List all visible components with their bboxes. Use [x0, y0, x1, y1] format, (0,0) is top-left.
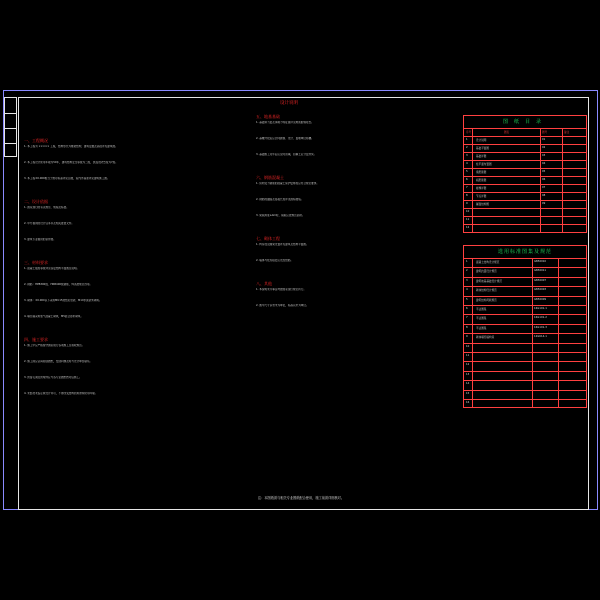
table-cell: 12 [466, 226, 470, 229]
mid-paragraph: 1. 构造柱及圈梁设置详见建筑及结构平面图。 [256, 243, 309, 246]
table-cell: 6 [466, 307, 468, 310]
left-paragraph: 3. 建筑专业提供的条件图。 [24, 238, 56, 241]
table-cell: 平法图集 [476, 326, 487, 330]
table-cell: 柱平面布置图 [476, 163, 492, 166]
table-cell: 混凝土结构设计规范 [476, 261, 500, 264]
table-cell: 基础详图 [476, 155, 487, 158]
mid-paragraph: 2. 图中尺寸以毫米为单位，标高以米为单位。 [256, 304, 309, 307]
binding-strip [4, 97, 17, 157]
table-cell: 07 [542, 186, 546, 189]
left-paragraph: 1. 施工中应严格遵守国家现行各项施工及验收规范。 [24, 344, 85, 347]
mid-heading: 八、其他 [256, 281, 272, 286]
table-cell: 2 [466, 269, 468, 273]
table-cell: 设计说明 [476, 139, 487, 142]
left-heading: 三、材料要求 [24, 260, 48, 265]
table-cell: GB50007 [534, 278, 547, 282]
mid-paragraph: 1. 基础持力层及承载力特征值详见地质勘察报告。 [256, 121, 314, 124]
table-cell: 8 [466, 194, 468, 197]
table-cell: 板配筋图 [476, 179, 487, 182]
page-title: 设计说明 [280, 101, 298, 106]
table-cell: 13 [466, 372, 470, 376]
column-header: 序号 [466, 131, 472, 134]
left-paragraph: 1. 本工程为 ××××× 工程，结构形式为框架结构，建筑层数及高度详见建筑图。 [24, 145, 118, 148]
table-column-line [562, 128, 563, 232]
table-cell: 7 [466, 186, 468, 189]
table-column-line [532, 258, 533, 407]
table-cell: 12 [466, 363, 470, 367]
table-cell: 2 [466, 146, 468, 149]
table-cell: 基础平面图 [476, 147, 489, 150]
left-paragraph: 3. 砌体：±0.000以下采用MU15烧结页岩砖，M10水泥砂浆砌筑。 [24, 299, 102, 302]
table-cell: 建筑地基基础设计规范 [476, 279, 502, 283]
left-heading: 二、设计依据 [24, 199, 48, 204]
mid-paragraph: 2. 钢筋的锚固及搭接长度详见国标图集。 [256, 198, 304, 201]
left-paragraph: 3. 本工程±0.000相当于绝对标高详见总图，室内外高差详见建筑施工图。 [24, 177, 110, 180]
table-cell: 16 [466, 401, 470, 404]
table-cell: GB50009 [534, 297, 547, 301]
table-cell: 15 [466, 391, 470, 395]
column-header: 备注 [564, 131, 570, 134]
table-cell: 建筑结构荷载规范 [476, 298, 497, 302]
table-column-line [540, 128, 541, 232]
table-cell: 砌体结构设计规范 [476, 289, 497, 293]
table-cell: 9 [466, 202, 468, 205]
column-header: 图名 [504, 131, 510, 134]
table-cell: 3 [466, 154, 468, 157]
table-column-line [472, 258, 473, 407]
table-cell: GB50011 [534, 269, 547, 273]
table-cell: 6 [466, 178, 468, 181]
table-cell: 8 [466, 325, 468, 329]
table-cell: 16G101-1 [534, 307, 547, 310]
left-paragraph: 4. 未经技术鉴定或设计许可，不得改变结构的用途和使用环境。 [24, 392, 98, 395]
table-cell: 4 [466, 288, 468, 292]
table-cell: 11 [466, 218, 470, 221]
table-cell: 5 [466, 170, 468, 173]
left-paragraph: 2. 施工前应认真阅读图纸，发现问题及时与设计单位联系。 [24, 360, 93, 363]
table-column-line [472, 128, 473, 232]
table-column-line [558, 258, 559, 407]
mid-paragraph: 2. 基槽开挖后应会同勘察、设计、监理单位验槽。 [256, 137, 314, 140]
column-header: 图号 [542, 131, 548, 134]
left-paragraph: 1. 国家现行的有关规范、规程及标准。 [24, 206, 69, 209]
mid-paragraph: 3. 梁板跨度≥4m时，模板应按规范起拱。 [256, 214, 305, 217]
table-cell: 梁配筋图 [476, 171, 487, 174]
table-cell: GB50003 [534, 288, 547, 292]
table-cell: 16G101-3 [534, 325, 547, 329]
table-cell: 10 [466, 210, 470, 213]
table-cell: 屋面结构图 [476, 203, 489, 206]
table-cell: 1 [466, 260, 468, 263]
left-heading: 一、工程概况 [24, 138, 48, 143]
left-paragraph: 1. 混凝土强度等级详见各层结构平面图及说明。 [24, 267, 80, 270]
table-cell: 1 [466, 138, 468, 141]
table-cell: 06 [542, 178, 546, 181]
left-paragraph: 2. 本工程设计使用年限为50年，建筑结构安全等级为二级，抗震设防烈度为7度。 [24, 161, 118, 164]
mid-heading: 六、钢筋混凝土 [256, 175, 284, 180]
standards-title: 选用标准图集及规范 [497, 249, 552, 255]
table-cell: 节点详图 [476, 195, 487, 198]
mid-paragraph: 1. 纵向受力钢筋的混凝土保护层厚度应符合规范要求。 [256, 182, 319, 185]
table-cell: 09 [542, 202, 546, 205]
drawing-index-title: 图纸目录 [502, 119, 547, 125]
table-row [464, 399, 586, 409]
table-cell: 02 [542, 146, 546, 149]
drawing-index-table [463, 115, 587, 233]
standards-table [463, 245, 587, 408]
left-paragraph: 3. 预留孔洞及预埋件应与各专业图纸核对后施工。 [24, 376, 82, 379]
mid-heading: 七、砌体工程 [256, 236, 280, 241]
table-cell: 04 [542, 162, 546, 165]
table-cell: 平法图集 [476, 308, 487, 311]
table-cell: 03 [542, 154, 546, 157]
left-heading: 四、施工要求 [24, 337, 48, 342]
mid-paragraph: 1. 本说明未尽事宜均按国家现行规范执行。 [256, 288, 306, 291]
table-cell: 平法图集 [476, 317, 487, 321]
table-cell: 01 [542, 138, 546, 141]
mid-heading: 五、地基基础 [256, 114, 280, 119]
table-cell: 12G614-1 [534, 335, 547, 339]
left-paragraph: 2. 甲方提供的设计任务书及相关批准文件。 [24, 222, 74, 225]
left-paragraph: 4. 填充墙采用加气混凝土砌块，M5混合砂浆砌筑。 [24, 315, 84, 318]
table-cell: 楼梯详图 [476, 187, 487, 190]
table-cell: 7 [466, 316, 468, 320]
table-cell: 4 [466, 162, 468, 165]
table-row [464, 224, 586, 233]
table-cell: 14 [466, 382, 470, 386]
table-cell: 9 [466, 335, 468, 339]
table-cell: GB50010 [534, 260, 547, 263]
table-cell: 5 [466, 297, 468, 301]
table-cell: 16G101-2 [534, 316, 547, 320]
footer-note: 注：本图纸须与相关专业图纸配合使用，施工前须详细核对。 [258, 496, 345, 500]
table-cell: 11 [466, 354, 470, 357]
mid-paragraph: 3. 基础施工完毕后应及时回填，回填土应分层夯实。 [256, 153, 317, 156]
table-cell: 建筑抗震设计规范 [476, 270, 497, 274]
table-cell: 10 [466, 344, 470, 348]
left-paragraph: 2. 钢筋：HPB300级、HRB400级钢筋，焊条按规范选用。 [24, 283, 93, 286]
table-cell: 05 [542, 170, 546, 173]
mid-paragraph: 2. 墙体与柱连接处应设拉结筋。 [256, 259, 294, 262]
table-cell: 08 [542, 194, 546, 197]
table-cell: 3 [466, 278, 468, 282]
table-cell: 砌体填充墙构造 [476, 336, 495, 340]
